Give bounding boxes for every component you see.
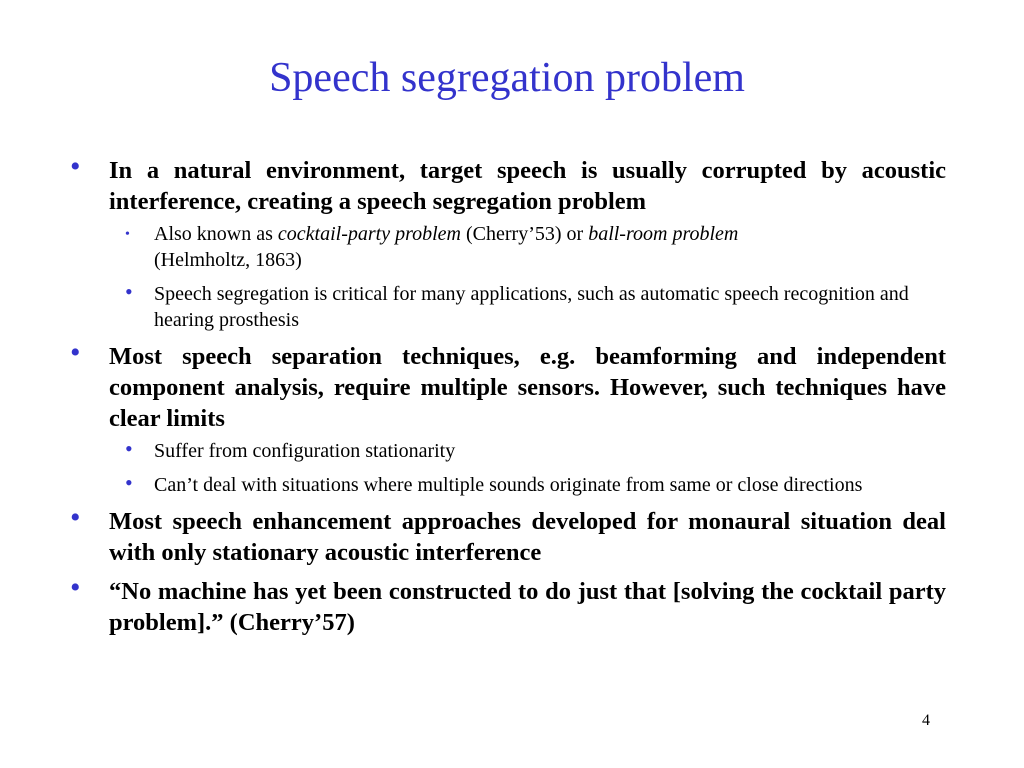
bullet-marker: • — [125, 227, 130, 242]
bullet-marker: • — [125, 279, 133, 304]
bullet-2-sub-2-text: Can’t deal with situations where multiple sounds originate from same or close directions — [154, 474, 863, 496]
bullet-marker: • — [70, 150, 81, 183]
bullet-marker: • — [70, 571, 81, 604]
sub-text-middle: (Cherry’53) or — [461, 223, 589, 245]
bullet-3-text: Most speech enhancement approaches developed for monaural situation deal with only stationary acoustic interference — [109, 508, 946, 566]
sub-text-suffix: (Helmholtz, 1863) — [154, 249, 302, 271]
bullet-marker: • — [70, 501, 81, 534]
bullet-marker: • — [125, 470, 133, 495]
cocktail-party-term: cocktail-party problem — [277, 223, 461, 245]
bullet-4-text: “No machine has yet been constructed to do just that [solving the cocktail party problem].” (Cherry’57) — [109, 578, 946, 636]
bullet-marker: • — [70, 336, 81, 369]
bullet-2-sub-1 — [70, 438, 946, 464]
bullet-4 — [70, 571, 946, 638]
bullet-1-sub-2 — [70, 281, 946, 333]
bullet-1-sub-2-text: Speech segregation is critical for many applications, such as automatic speech recognition and hearing prosthesis — [154, 283, 909, 331]
page-number: 4 — [922, 712, 930, 729]
bullet-1 — [70, 150, 946, 217]
bullet-2 — [70, 336, 946, 434]
bullet-2-text: Most speech separation techniques, e.g. beamforming and independent component analysis, require multiple sensors. However, such techniques have clear limits — [109, 343, 946, 432]
slide-title: Speech segregation problem — [269, 55, 745, 101]
ball-room-term: ball-room problem — [588, 223, 739, 245]
bullet-3 — [70, 501, 946, 568]
bullet-2-sub-1-text: Suffer from configuration stationarity — [154, 440, 456, 462]
sub-text-prefix: Also known as — [154, 223, 278, 245]
bullet-2-sub-2 — [70, 472, 946, 498]
bullet-marker: • — [125, 436, 133, 461]
bullet-1-sub-1 — [70, 221, 946, 273]
bullet-1-text: In a natural environment, target speech is usually corrupted by acoustic interference, creating a speech segregation problem — [109, 157, 946, 215]
bullet-list — [70, 150, 946, 638]
